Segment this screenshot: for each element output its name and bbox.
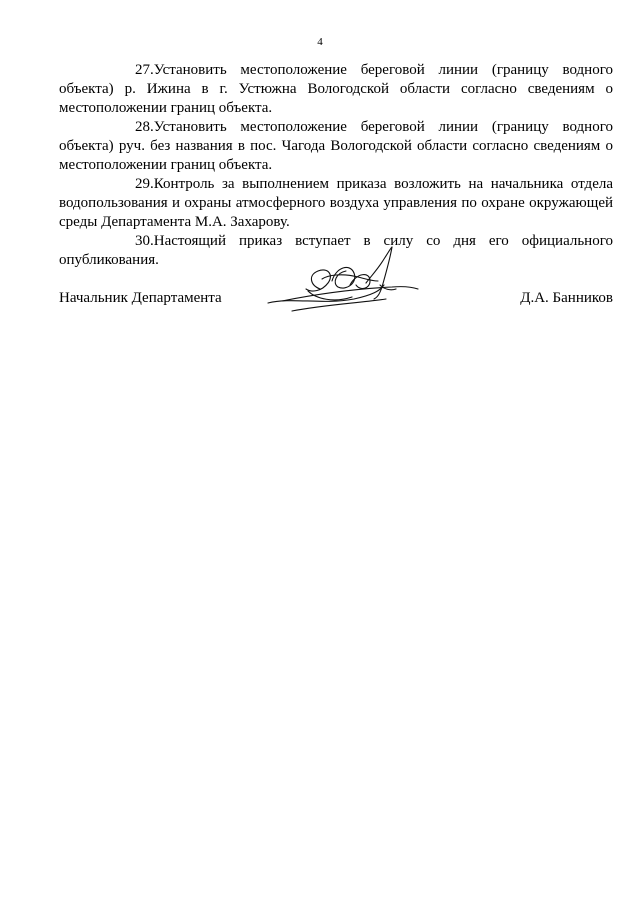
paragraph-number: 30.: [135, 233, 154, 249]
paragraph-number: 27.: [135, 62, 154, 78]
paragraph-28: [59, 118, 613, 175]
page-number: 4: [317, 36, 323, 48]
paragraph-text: Установить местоположение береговой линии (границу водного объекта) руч. без названия в пос. Чагода Вологодской области согласно сведениям о местоположении границ объекта.: [59, 119, 613, 173]
document-body: [59, 61, 613, 270]
paragraph-text: Настоящий приказ вступает в силу со дня его официального опубликования.: [59, 233, 613, 268]
paragraph-number: 28.: [135, 119, 154, 135]
paragraph-27: [59, 61, 613, 118]
paragraph-text: Установить местоположение береговой линии (границу водного объекта) р. Ижина в г. Устюжна Вологодской области согласно сведениям о местоположении границ объекта.: [59, 62, 613, 116]
signatory-position: Начальник Департамента: [59, 290, 222, 306]
signatory-name: Д.А. Банников: [520, 290, 613, 306]
paragraph-text: Контроль за выполнением приказа возложить на начальника отдела водопользования и охраны атмосферного воздуха управления по охране окружающей среды Департамента М.А. Захарову.: [59, 176, 613, 230]
paragraph-number: 29.: [135, 176, 154, 192]
paragraph-29: [59, 175, 613, 232]
signature-block: [59, 289, 613, 311]
